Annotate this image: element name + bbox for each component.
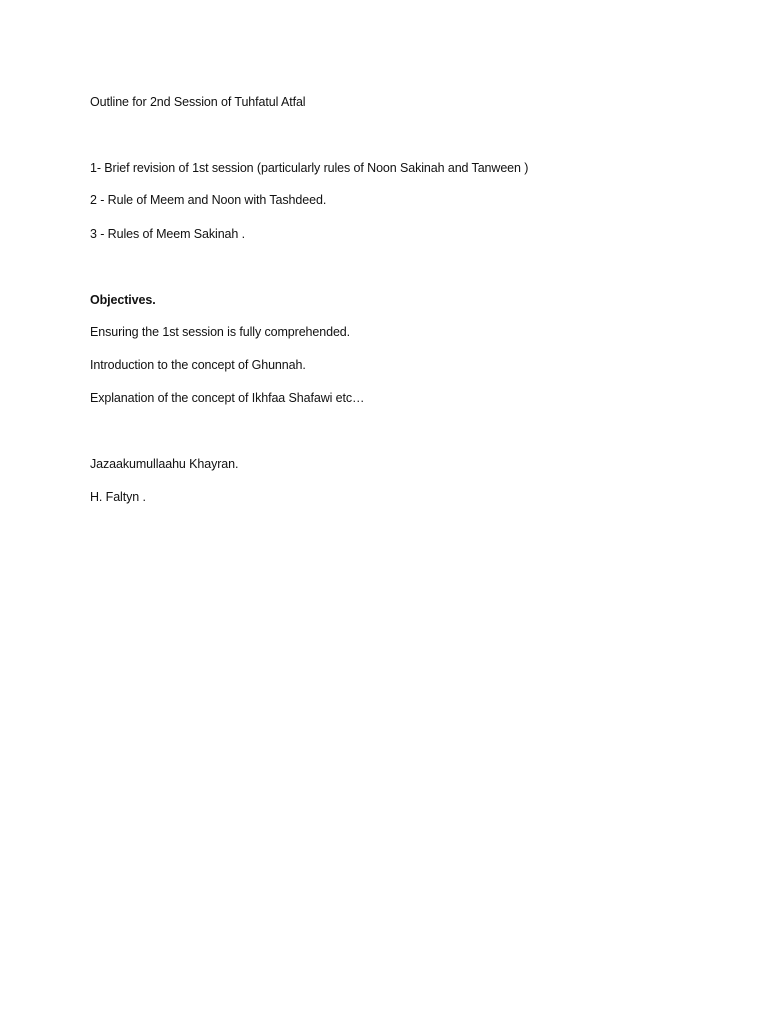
objective-item-2: Introduction to the concept of Ghunnah.: [90, 358, 306, 372]
closing-line: Jazaakumullaahu Khayran.: [90, 457, 239, 471]
outline-item-1: 1- Brief revision of 1st session (particularly rules of Noon Sakinah and Tanween ): [90, 161, 529, 175]
document-title: Outline for 2nd Session of Tuhfatul Atfal: [90, 95, 306, 109]
outline-item-3: 3 - Rules of Meem Sakinah .: [90, 227, 246, 241]
signature: H. Faltyn .: [90, 490, 146, 504]
objectives-heading: Objectives.: [90, 293, 156, 307]
objective-item-1: Ensuring the 1st session is fully comprehended.: [90, 325, 351, 339]
outline-item-2: 2 - Rule of Meem and Noon with Tashdeed.: [90, 193, 327, 207]
objective-item-3: Explanation of the concept of Ikhfaa Shafawi etc…: [90, 391, 365, 405]
